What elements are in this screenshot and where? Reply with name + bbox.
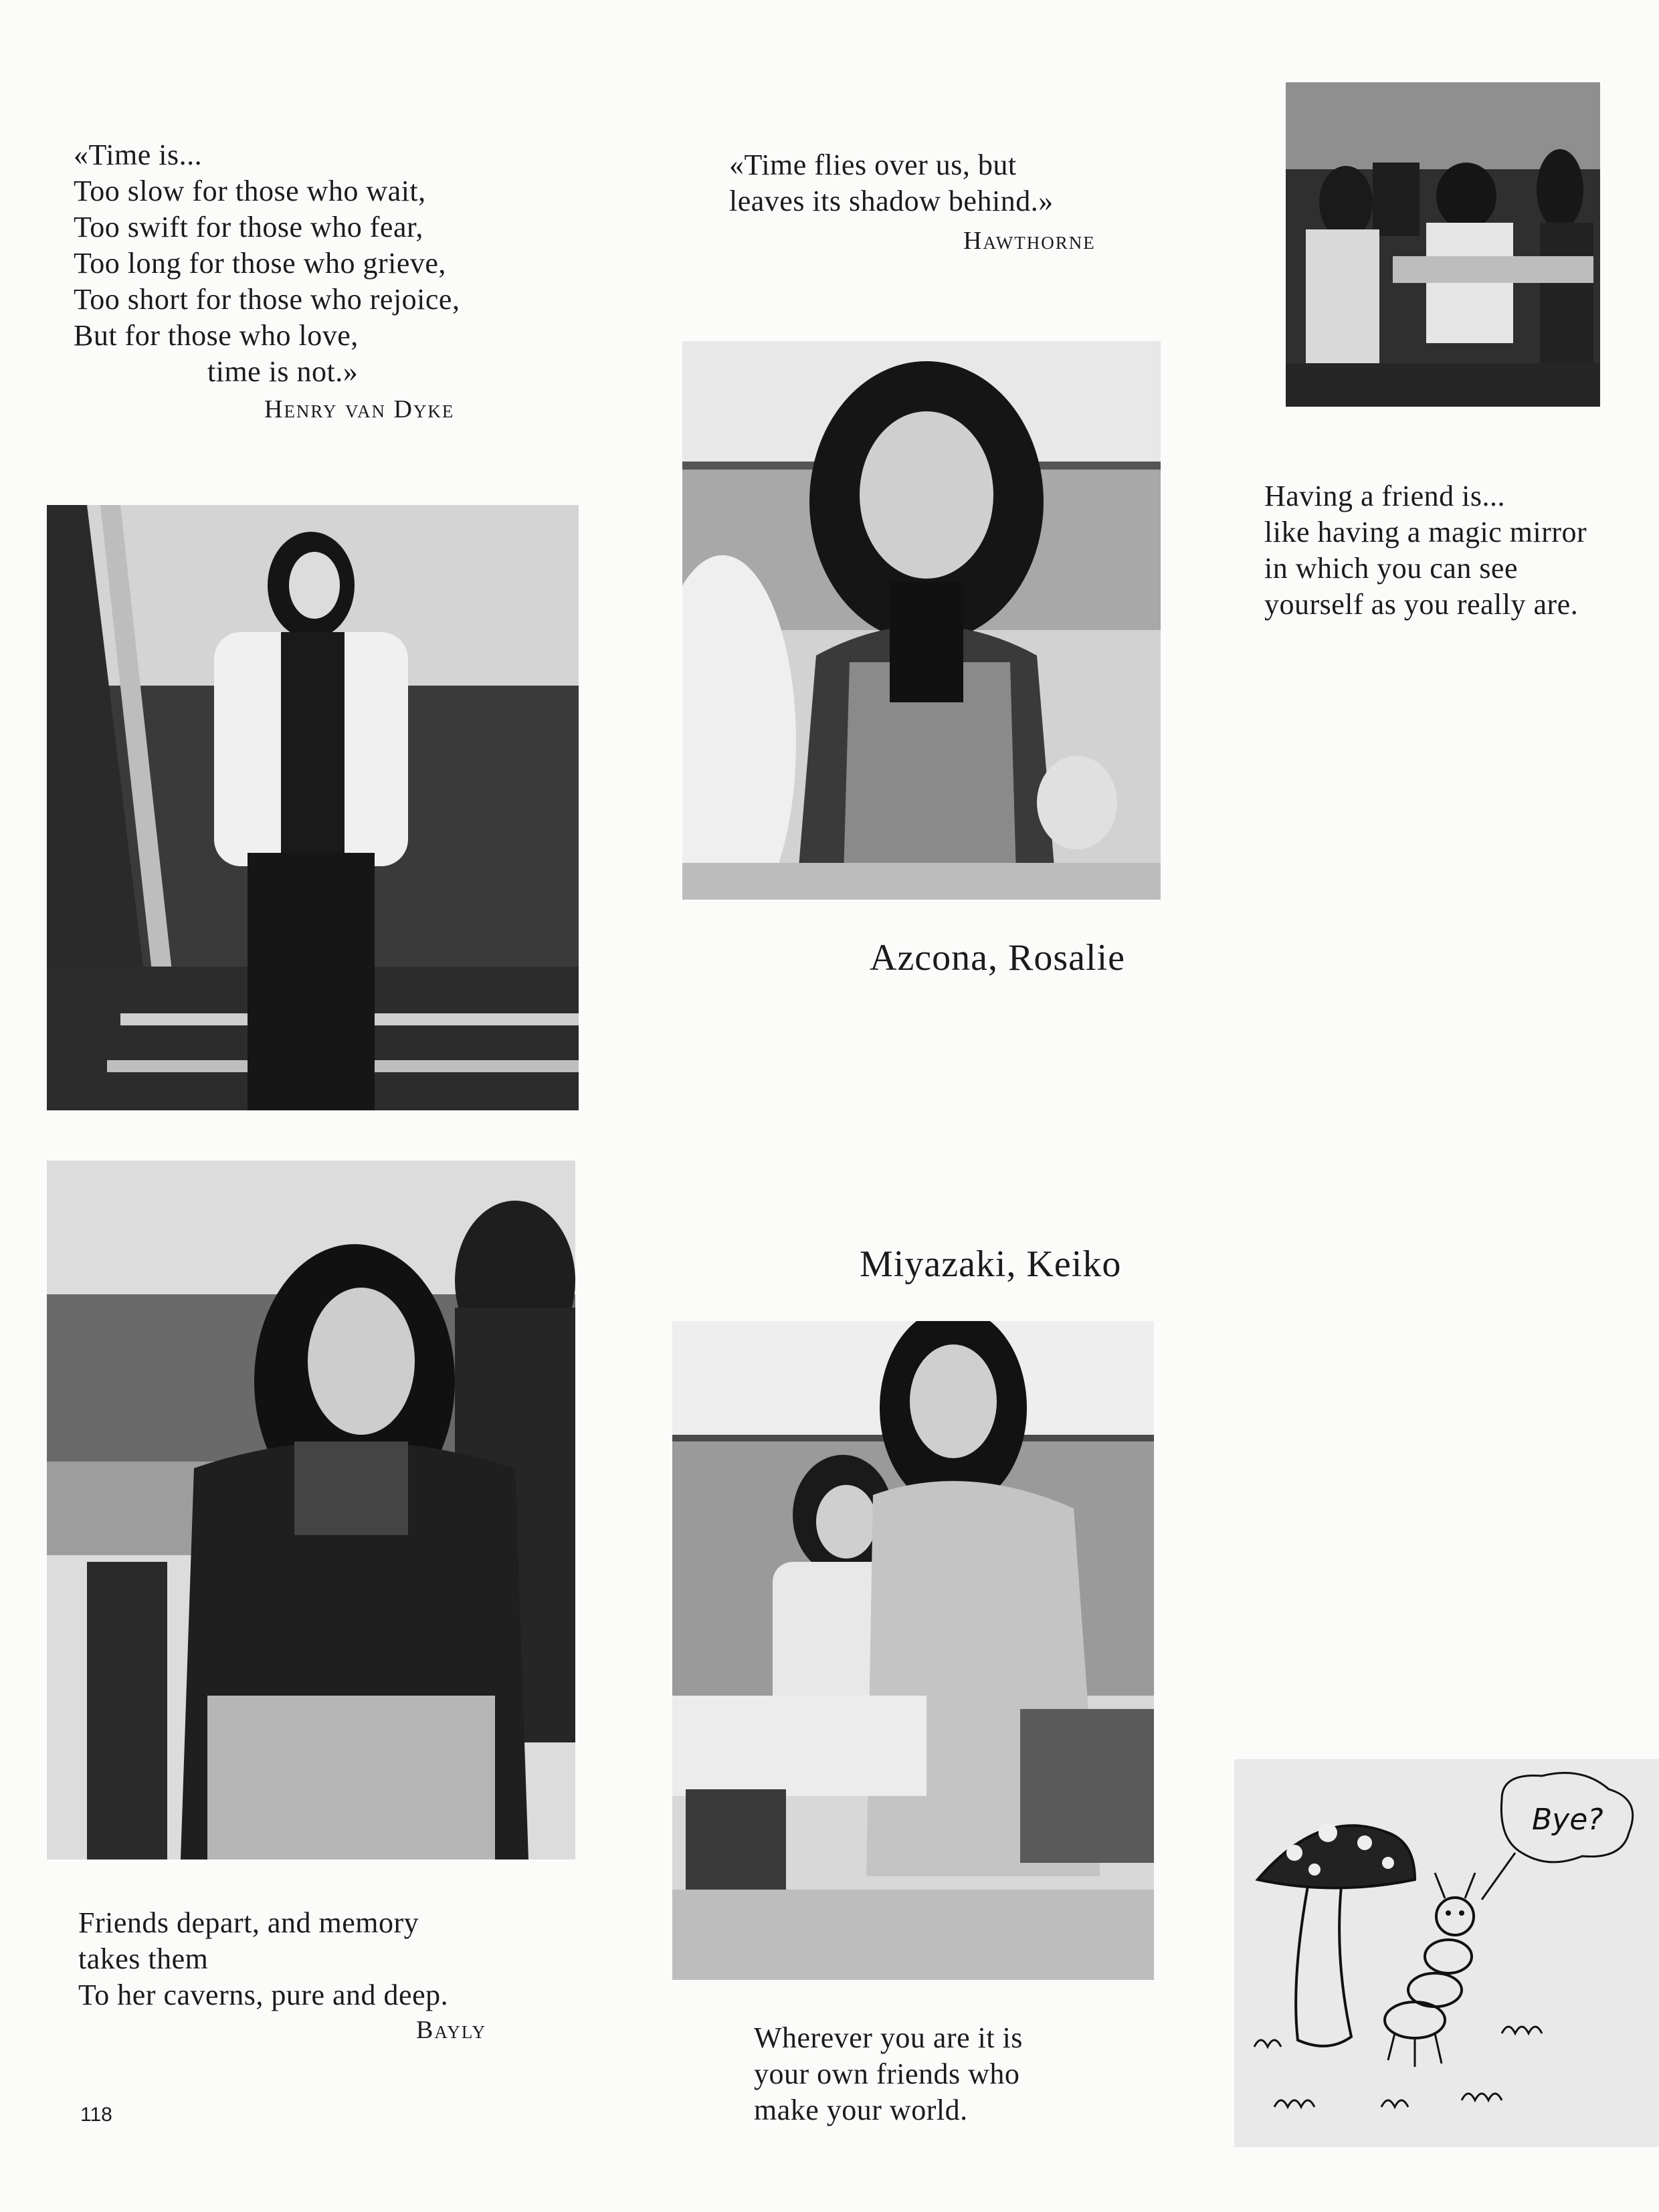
quote-line: in which you can see [1264, 552, 1518, 585]
quote-line: make your world. [754, 2094, 968, 2126]
doodle-mushroom-caterpillar [1234, 1759, 1659, 2147]
page-number: 118 [80, 2104, 112, 2126]
quote-line: Too slow for those who wait, [74, 175, 426, 207]
quote-line: Too swift for those who fear, [74, 211, 423, 243]
photo-miyazaki-at-table [672, 1321, 1154, 1980]
quote-time-author: Henry van Dyke [264, 395, 455, 423]
quote-time-is [74, 137, 460, 390]
quote-shadow-author: Hawthorne [963, 227, 1096, 255]
quote-line: Wherever you are it is [754, 2021, 1023, 2054]
quote-line: Too short for those who rejoice, [74, 283, 460, 316]
photo-miyazaki-seated [47, 1161, 575, 1859]
student-name-miyazaki: Miyazaki, Keiko [860, 1243, 1122, 1285]
quote-friends-depart [78, 1905, 448, 2013]
quote-line: Too long for those who grieve, [74, 247, 446, 280]
quote-line: But for those who love, [74, 319, 359, 352]
quote-line: To her caverns, pure and deep. [78, 1979, 449, 2011]
doodle-speech-text: Bye? [1532, 1803, 1603, 1837]
quote-shadow [729, 147, 1054, 219]
quote-line: takes them [78, 1942, 209, 1975]
photo-girl-on-stairs [47, 505, 579, 1110]
quote-line: yourself as you really are. [1264, 588, 1579, 621]
quote-line: Having a friend is... [1264, 480, 1505, 512]
quote-line: «Time is... [74, 138, 203, 171]
quote-line: leaves its shadow behind.» [729, 185, 1054, 217]
quote-wherever [754, 2020, 1023, 2128]
student-name-azcona: Azcona, Rosalie [870, 937, 1125, 979]
quote-line: Friends depart, and memory [78, 1906, 419, 1939]
quote-line: time is not.» [207, 355, 359, 388]
photo-azcona-portrait [682, 341, 1161, 900]
quote-line: «Time flies over us, but [729, 148, 1017, 181]
quote-line: like having a magic mirror [1264, 516, 1587, 548]
mushroom-caterpillar-drawing [1234, 1759, 1659, 2147]
photo-students-at-table [1286, 82, 1600, 407]
quote-line: your own friends who [754, 2057, 1020, 2090]
quote-friends-depart-author: Bayly [416, 2016, 487, 2044]
quote-friend [1264, 478, 1587, 623]
